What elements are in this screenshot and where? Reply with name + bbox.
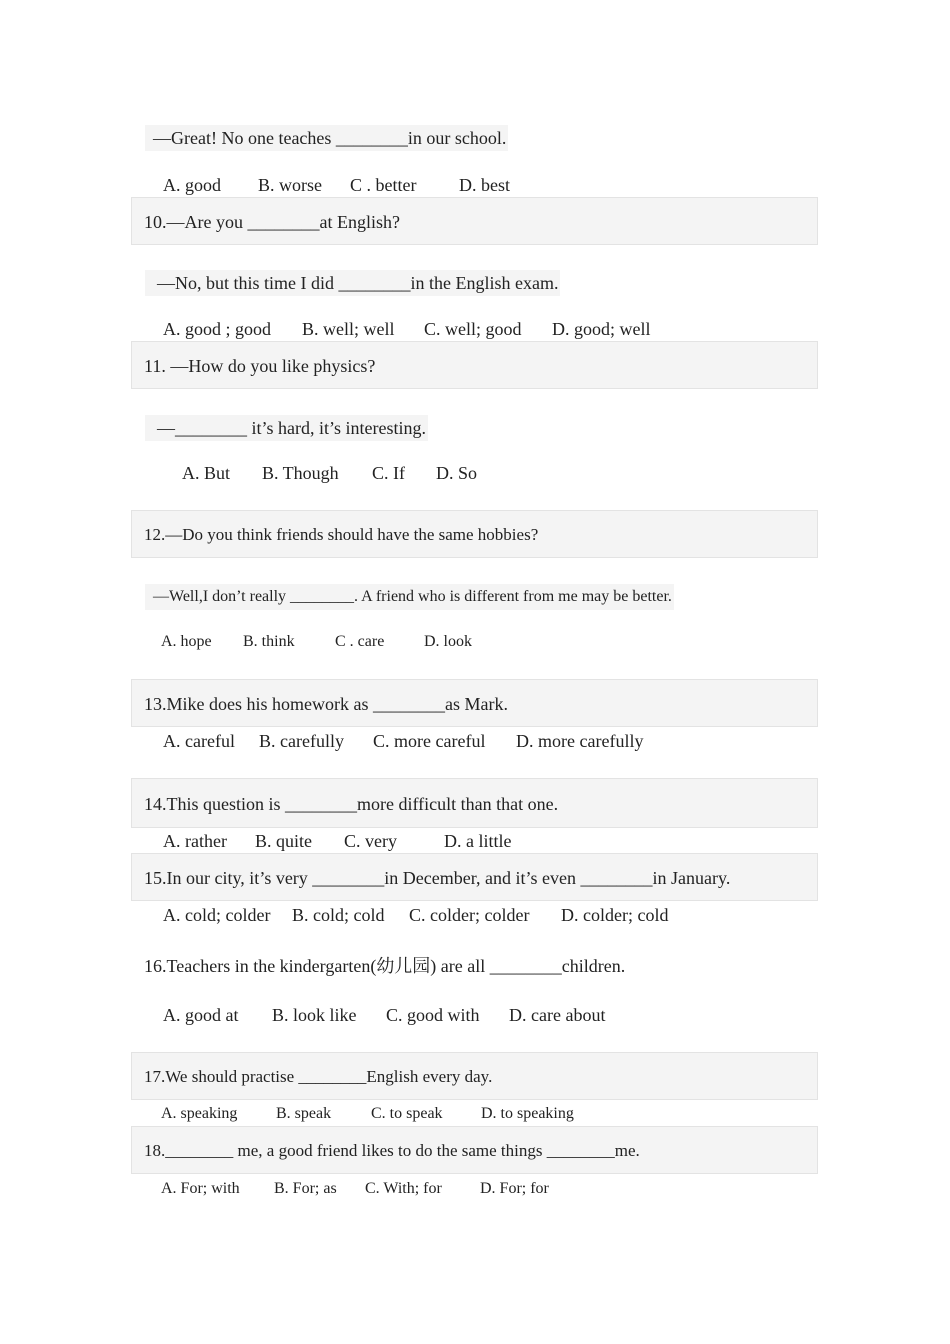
q10-question: 10.—Are you ________at English? <box>144 212 400 232</box>
q12-question: 12.—Do you think friends should have the same hobbies? <box>144 525 539 544</box>
q9-option-b: B. worse <box>258 175 322 195</box>
q16-option-d: D. care about <box>509 1005 606 1025</box>
q14-option-a: A. rather <box>163 831 227 851</box>
q11-reply: —________ it’s hard, it’s interesting. <box>145 415 428 441</box>
q16-option-c: C. good with <box>386 1005 480 1025</box>
q9-reply: —Great! No one teaches ________in our school. <box>145 125 508 151</box>
q16-option-b: B. look like <box>272 1005 357 1025</box>
q14-option-d: D. a little <box>444 831 512 851</box>
q17-option-d: D. to speaking <box>481 1105 574 1122</box>
q15-option-d: D. colder; cold <box>561 905 669 925</box>
q11-question: 11. —How do you like physics? <box>144 356 376 376</box>
q11-option-c: C. If <box>372 463 405 483</box>
q17-option-c: C. to speak <box>371 1105 443 1122</box>
q12-option-c: C . care <box>335 633 385 650</box>
q11-option-b: B. Though <box>262 463 339 483</box>
q15-option-b: B. cold; cold <box>292 905 385 925</box>
q13-question: 13.Mike does his homework as ________as Mark. <box>144 694 508 714</box>
q9-option-a: A. good <box>163 175 221 195</box>
q18-option-b: B. For; as <box>274 1180 337 1197</box>
q10-option-c: C. well; good <box>424 319 522 339</box>
q12-option-a: A. hope <box>161 633 212 650</box>
q10-option-a: A. good ; good <box>163 319 271 339</box>
q17-question: 17.We should practise ________English every day. <box>144 1067 493 1086</box>
q13-option-d: D. more carefully <box>516 731 644 751</box>
q14-option-c: C. very <box>344 831 397 851</box>
q12-option-d: D. look <box>424 633 472 650</box>
q16-option-a: A. good at <box>163 1005 239 1025</box>
q18-question: 18.________ me, a good friend likes to do the same things ________me. <box>144 1141 640 1160</box>
q15-option-a: A. cold; colder <box>163 905 271 925</box>
q16-question: 16.Teachers in the kindergarten(幼儿园) are all ________children. <box>144 956 626 976</box>
q12-reply: —Well,I don’t really ________. A friend who is different from me may be better. <box>145 584 674 610</box>
q9-option-c: C . better <box>350 175 417 195</box>
q10-option-b: B. well; well <box>302 319 395 339</box>
q13-option-b: B. carefully <box>259 731 344 751</box>
q17-option-b: B. speak <box>276 1105 332 1122</box>
q10-reply: —No, but this time I did ________in the English exam. <box>145 270 560 296</box>
q18-option-c: C. With; for <box>365 1180 442 1197</box>
q13-option-a: A. careful <box>163 731 235 751</box>
q12-option-b: B. think <box>243 633 295 650</box>
q14-question: 14.This question is ________more difficult than that one. <box>144 794 559 814</box>
q11-option-d: D. So <box>436 463 478 483</box>
q10-option-d: D. good; well <box>552 319 651 339</box>
q18-option-d: D. For; for <box>480 1180 549 1197</box>
q14-option-b: B. quite <box>255 831 312 851</box>
q15-question: 15.In our city, it’s very ________in December, and it’s even ________in January. <box>144 868 731 888</box>
q15-option-c: C. colder; colder <box>409 905 530 925</box>
q13-option-c: C. more careful <box>373 731 486 751</box>
q9-option-d: D. best <box>459 175 510 195</box>
q11-option-a: A. But <box>182 463 231 483</box>
q17-option-a: A. speaking <box>161 1105 238 1122</box>
q18-option-a: A. For; with <box>161 1180 240 1197</box>
